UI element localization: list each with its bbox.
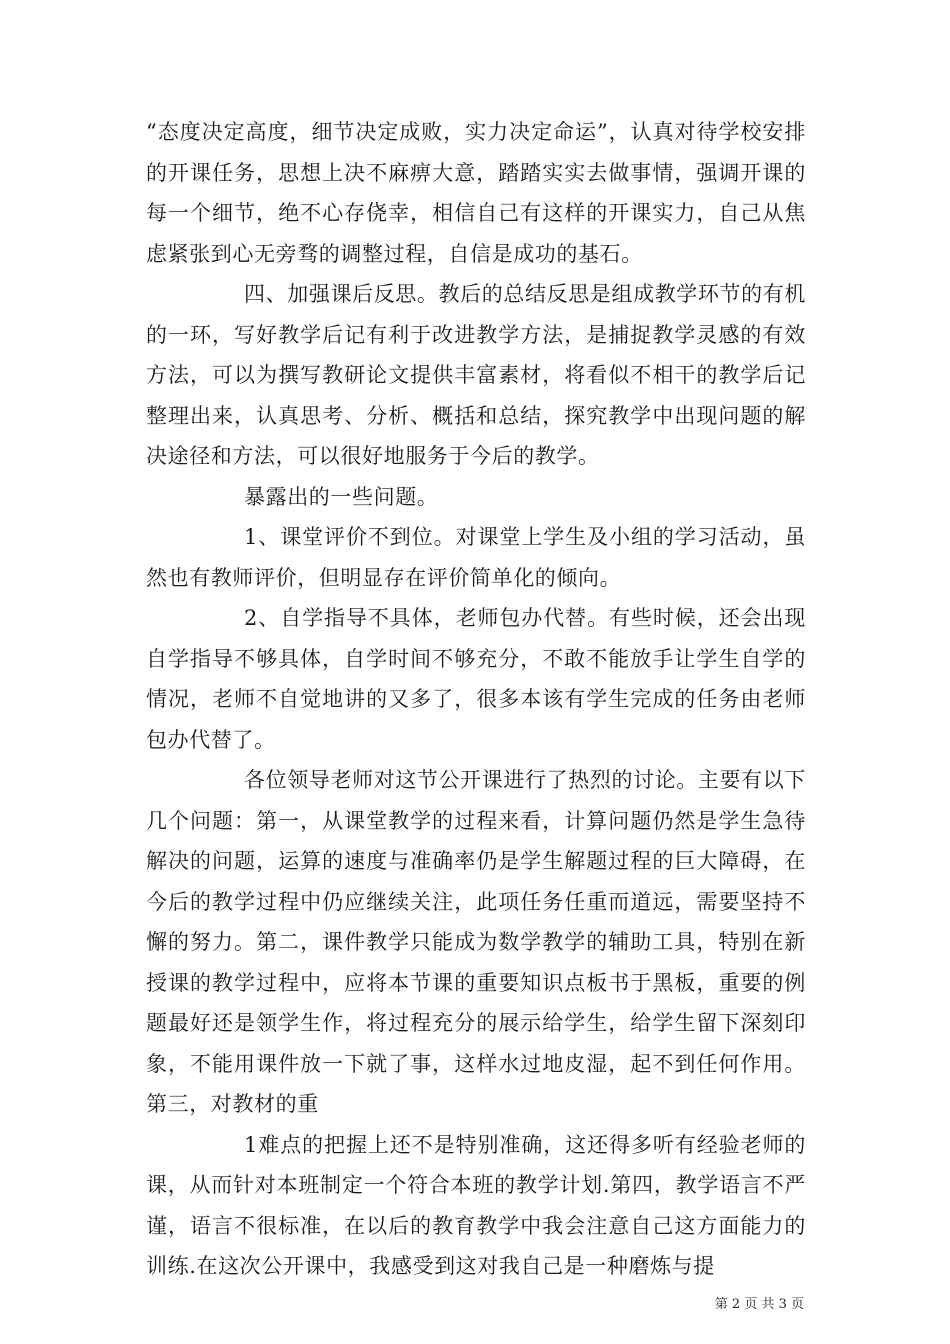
paragraph-7: 1难点的把握上还不是特别准确，这还得多听有经验老师的课，从而针对本班制定一个符合本班的教学计划.第四，教学语言不严谨，语言不很标准，在以后的教育教学中我会注意自己这方面能力的训练.在这次公开课中，我感受到这对我自己是一种磨炼与提 [146,1132,806,1278]
paragraph-4: 1、课堂评价不到位。对课堂上学生及小组的学习活动，虽然也有教师评价，但明显存在评价简单化的倾向。 [146,525,806,590]
paragraph-3: 暴露出的一些问题。 [244,484,439,509]
document-body [146,112,806,1287]
paragraph-2: 四、加强课后反思。教后的总结反思是组成教学环节的有机的一环，写好教学后记有利于改进教学方法，是捕捉教学灵感的有效方法，可以为撰写教研论文提供丰富素材，将看似不相干的教学后记整理出来，认真思考、分析、概括和总结，探究教学中出现问题的解决途径和方法，可以很好地服务于今后的教学。 [146,282,806,468]
paragraph-6: 各位领导老师对这节公开课进行了热烈的讨论。主要有以下几个问题：第一，从课堂教学的过程来看，计算问题仍然是学生急待解决的问题，运算的速度与准确率仍是学生解题过程的巨大障碍，在今后的教学过程中仍应继续关注，此项任务任重而道远，需要坚持不懈的努力。第二，课件教学只能成为数学教学的辅助工具，特别在新授课的教学过程中，应将本节课的重要知识点板书于黑板，重要的例题最好还是领学生作，将过程充分的展示给学生，给学生留下深刻印象，不能用课件放一下就了事，这样水过地皮湿，起不到任何作用。第三，对教材的重 [146,768,806,1116]
paragraph-1: “态度决定高度，细节决定成败，实力决定命运”，认真对待学校安排的开课任务，思想上决不麻痹大意，踏踏实实去做事情，强调开课的每一个细节，绝不心存侥幸，相信自己有这样的开课实力，自己从焦虑紧张到心无旁骛的调整过程，自信是成功的基石。 [146,120,806,266]
page-number-footer: 第 2 页 共 3 页 [714,1297,804,1312]
paragraph-5: 2、自学指导不具体，老师包办代替。有些时候，还会出现自学指导不够具体，自学时间不够充分，不敢不能放手让学生自学的情况，老师不自觉地讲的又多了，很多本该有学生完成的任务由老师包办代替了。 [146,606,806,752]
